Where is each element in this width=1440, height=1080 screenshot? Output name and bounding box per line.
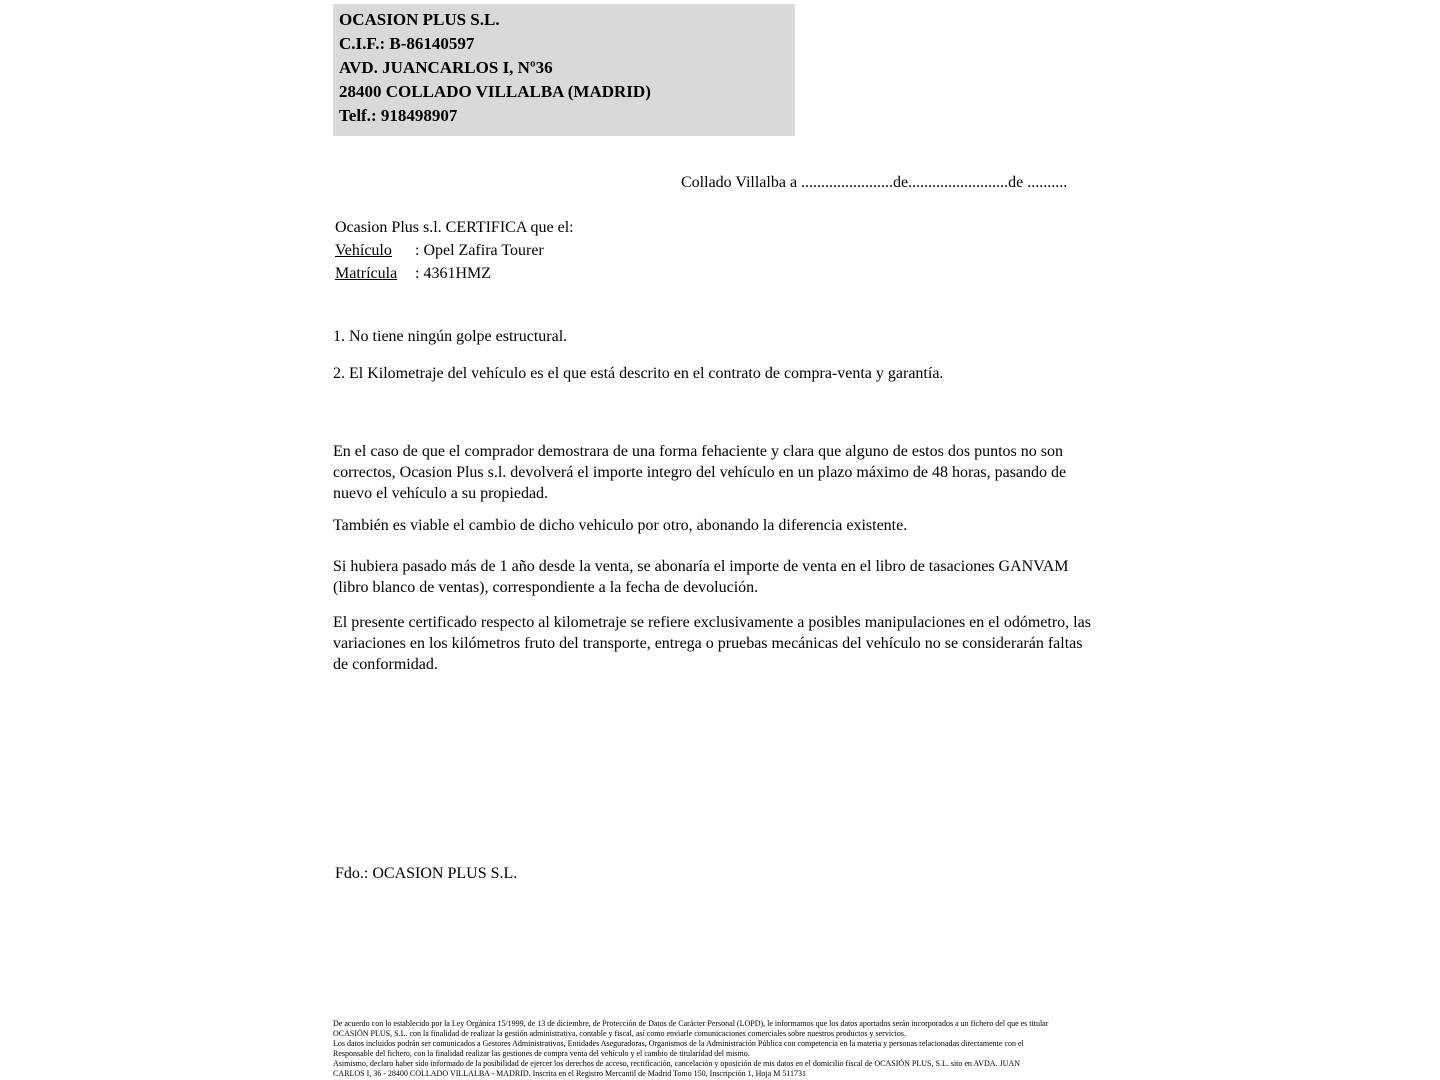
paragraph-exchange: También es viable el cambio de dicho vehiculo por otro, abonando la diferencia existente. [333, 517, 908, 534]
paragraph-ganvam: Si hubiera pasado más de 1 año desde la venta, se abonaría el importe de venta en el libro de tasaciones GANVAM (libro blanco de ventas), correspondiente a la fecha de devolución. [333, 558, 1069, 596]
legal-footer-line: Responsable del fichero, con la finalidad realizar las gestiones de compra venta del vehículo y el cambio de titularidad del mismo. [333, 1049, 750, 1058]
legal-footer-line: CARLOS I, 36 - 28400 COLLADO VILLALBA - MADRID. Inscrita en el Registro Mercantil de Madrid Tomo 150, Inscripción 1, Hoja M 511731 [333, 1069, 807, 1078]
company-cif: C.I.F.: B-86140597 [339, 34, 475, 53]
company-header-block [333, 4, 795, 136]
legal-footer-line: Asimismo, declaro haber sido informado de la posibilidad de ejercer los derechos de acceso, rectificación, cancelación y oposición de mis datos en el domicilio fiscal de OCASIÓN PLUS, S.L. sito en AVDA. JUAN [333, 1059, 1021, 1068]
legal-footer-line: De acuerdo con lo establecido por la Ley Orgánica 15/1999, de 13 de diciembre, de Protección de Datos de Carácter Personal (LOPD), le informamos que los datos aportados serán incorporados a un fichero del que es titular [333, 1019, 1049, 1028]
vehicle-line [335, 240, 544, 261]
certify-intro: Ocasion Plus s.l. CERTIFICA que el: [335, 219, 574, 236]
plate-value: : 4361HMZ [415, 265, 491, 282]
paragraph-refund: En el caso de que el comprador demostrara de una forma fehaciente y clara que alguno de estos dos puntos no son correctos, Ocasion Plus s.l. devolverá el importe integro del vehículo en un plazo máximo de 48 horas, pasando de nuevo el vehículo a su propiedad. [333, 443, 1067, 502]
plate-line [335, 263, 491, 284]
document-page [333, 0, 1103, 1080]
plate-label: Matrícula [335, 265, 398, 282]
certified-point-1: 1. No tiene ningún golpe estructural. [333, 328, 568, 345]
company-name: OCASION PLUS S.L. [339, 10, 500, 29]
vehicle-label: Vehículo [335, 242, 392, 259]
company-address: AVD. JUANCARLOS I, Nº36 [339, 58, 553, 77]
legal-footer-line: Los datos incluidos podrán ser comunicados a Gestores Administrativos, Entidades Aseguradoras, Organismos de la Administración Pública con competencia en la materia y personas relacionadas directamente con el [333, 1039, 1024, 1048]
paragraph-odometer: El presente certificado respecto al kilometraje se refiere exclusivamente a posibles manipulaciones en el odómetro, las variaciones en los kilómetros fruto del transporte, entrega o pruebas mecánicas del vehículo no se considerarán faltas de conformidad. [333, 614, 1091, 673]
certified-point-2: 2. El Kilometraje del vehículo es el que está descrito en el contrato de compra-venta y garantía. [333, 365, 944, 382]
legal-footer-line: OCASIÓN PLUS, S.L. con la finalidad de realizar la gestión administrativa, contable y fiscal, así como enviarle comunicaciones comerciales sobre nuestros productos y servicios. [333, 1029, 906, 1038]
signature-line: Fdo.: OCASION PLUS S.L. [335, 865, 518, 882]
legal-footer [333, 1019, 1103, 1079]
date-line: Collado Villalba a .......................de.........................de .......... [681, 174, 1068, 191]
vehicle-value: : Opel Zafira Tourer [415, 242, 544, 259]
company-phone: Telf.: 918498907 [339, 106, 458, 125]
company-city: 28400 COLLADO VILLALBA (MADRID) [339, 82, 651, 101]
